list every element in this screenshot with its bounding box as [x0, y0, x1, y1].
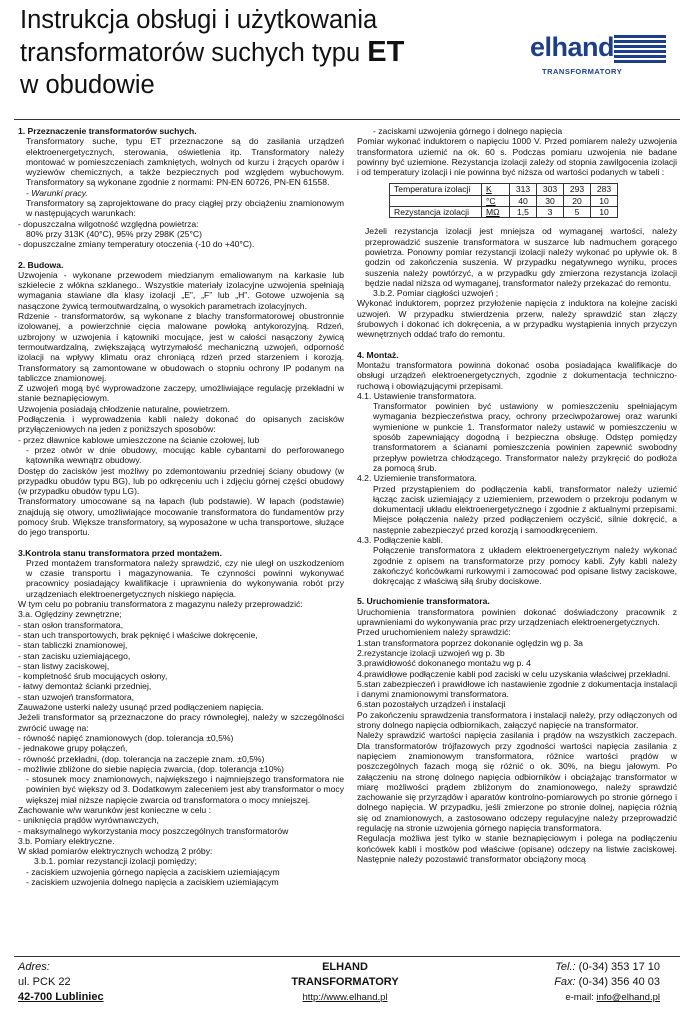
fax-line — [440, 975, 660, 990]
table-cell: 10 — [591, 195, 618, 206]
row-unit: K — [482, 184, 510, 195]
paragraph: Zachowanie w/w warunków jest konieczne w celu : — [18, 805, 211, 815]
paragraph-gap — [18, 250, 344, 260]
paragraph: 3.prawidłowość dokonanego montażu wg p. 4 — [357, 658, 531, 669]
paragraph: Pomiar wykonać induktorem o napięciu 1000 V. Przed pomiarem należy uzwojenia transformatora uziemić na ok. 60 s. Podczas pomiaru uzwojenia nie badane powinny być uziemione. Rezystancja izolacji zależy od stopnia zawilgocenia izolacji i od temperatury izolacji i nie powinna być niższa od wartości podanych w tabeli : — [357, 136, 677, 178]
address-street: ul. PCK 22 — [18, 976, 71, 988]
footer-company — [245, 960, 445, 1005]
table-cell: 313 — [510, 184, 537, 195]
paragraph-gap — [18, 538, 344, 548]
row-label: Rezystancja izolacji — [390, 207, 482, 218]
company-website-link[interactable]: http://www.elhand.pl — [302, 992, 388, 1003]
logo-subtitle: TRANSFORMATORY — [542, 67, 623, 76]
paragraph: - łatwy demontaż ścianki przedniej, — [18, 681, 152, 692]
row-unit: °C — [482, 195, 510, 206]
paragraph: - stan listwy zaciskowej, — [18, 660, 110, 671]
title-line-3: w obudowie — [20, 71, 155, 99]
table-cell: 283 — [591, 184, 618, 195]
section-heading: 3.Kontrola stanu transformatora przed montażem. — [18, 547, 222, 558]
paragraph: - dopuszczalna wilgotność względna powietrza: — [18, 218, 199, 229]
title-type-code: ET — [367, 36, 405, 68]
table-cell: 303 — [537, 184, 564, 195]
paragraph: - jednakowe grupy połączeń, — [18, 743, 128, 754]
table-cell: 293 — [564, 184, 591, 195]
paragraph: - maksymalnego wykorzystania mocy poszczególnych transformatorów — [18, 825, 289, 836]
paragraph: Uzwojenia posiadają chłodzenie naturalne, powietrzem. — [18, 403, 230, 414]
table-cell: 30 — [537, 195, 564, 206]
paragraph: Montażu transformatora powinna dokonać osoba posiadająca kwalifikacje do obsługi urządzeń elektroenergetycznych, zgodnie z dokumentacja techniczno-ruchową i obowiązującymi przepisami. — [357, 359, 677, 391]
paragraph: Transformator powinien być ustawiony w pomieszczeniu spełniającym wymagania bezpieczeństwa pracy, ochrony przeciwpożarowej oraz warunki wymienione w punkcie 1. Transformator należy ustawić w pomieszczeniu w sposób zapewniający dogodną i bezpieczna obsługę. Odstęp pomiędzy transformatorem a ścianami pomieszczenia powinien zapewnić swobodny przepływ powietrza chłodzącego. Transformator należy przykręcić do podłoża za pomocą śrub. — [373, 401, 677, 473]
section-heading: 4. Montaż. — [357, 349, 399, 360]
title-line-1: Instrukcja obsługi i użytkowania — [20, 6, 378, 34]
paragraph: Po zakończeniu sprawdzenia transformatora i instalacji należy, przy odłączonych od strony dolnego napięcia odbiornikach, załączyć napięcie na transformator. — [357, 709, 677, 731]
paragraph: - równość napięć znamionowych (dop. tolerancja ±0,5%) — [18, 732, 234, 743]
company-name: ELHAND — [322, 961, 368, 973]
paragraph: - stan zacisku uziemiającego, — [18, 650, 131, 661]
fax-label: Fax: — [554, 976, 576, 988]
paragraph: Przed przystąpieniem do podłączenia kabli, transformator należy uziemić łącząc zacisk uziemiający z uziemieniem, przewodem o przekroju podanym w dokumentacji układu elektroenergetycznego i zgodnie z aktualnymi przepisami. Miejsce połączenia należy przed podłączeniem oczyścić, silnie dokręcić, a następnie zabezpieczyć przed korozją i samoodkręceniem. — [373, 483, 677, 535]
paragraph: W skład pomiarów elektrycznych wchodzą 2 próby: — [18, 846, 213, 857]
paragraph: Jeżeli transformator są przeznaczone do pracy równoległej, należy w szczególności zwrócić uwagę na: — [18, 712, 344, 733]
right-column — [357, 126, 677, 864]
paragraph: - zaciskami uzwojenia górnego i dolnego napięcia — [373, 126, 563, 136]
paragraph: - równość przekładni, (dop. tolerancja na zaczepie znam. ±0,5%) — [18, 753, 265, 764]
address-label: Adres: — [18, 961, 50, 973]
paragraph: Regulacja możliwa jest tylko w stanie beznapięciowym i polega na podłączeniu końcówek kabli i mostków pod właściwe (opisane) odczepy na listwie zaciskowej. Następnie należy pozostawić transformator obciążony mocą — [357, 833, 677, 864]
table-row — [390, 195, 618, 206]
paragraph: Jeżeli rezystancja izolacji jest mniejsza od wymaganej wartości, należy przeprowadzić suszenie transformatora w suszarce lub nadmuchem gorącego powietrza. Ponowny pomiar rezystancji izolacji należy wykonać po upływie ok. 8 godzin od zakończenia suszenia. W przypadku negatywnego wyniku, proces suszenia należy powtórzyć, a w przypadku gdy zmierzona rezystancja izolacji będzie nadal niższa od wymaganej, transformator należy przekazać do remontu. — [365, 226, 677, 288]
right-column-top — [357, 126, 677, 177]
paragraph: 2.rezystancje izolacji uzwojeń wg p. 3b — [357, 647, 505, 658]
table-cell: 5 — [564, 207, 591, 218]
paragraph: 3.b. Pomiary elektryczne. — [18, 835, 115, 846]
document-title — [20, 4, 490, 101]
paragraph-gap — [357, 340, 677, 350]
paragraph: - możliwie zbliżone do siebie napięcia zwarcia, (dop. tolerancja ±10%) — [18, 763, 284, 774]
paragraph: 4.3. Podłączenie kabli. — [357, 534, 443, 545]
phone-line — [440, 960, 660, 975]
paragraph: Uzwojenia - wykonane przewodem miedzianym emaliowanym na karkasie lub szkielecie z włókna szklanego.. Wszystkie materiały izolacyjne uzwojenia spełniają wymagania stawiane dla klasy izolacji „E”, „F” lub „H”. Gotowe uzwojenia są nasączone żywicą termoutwardzalną, o wysokich parametrach izolacyjnych. — [18, 269, 344, 311]
paragraph: Transformatory umocowane są na łapach (lub podstawie). W łapach (podstawie) znajdują się otwory, umożliwiające mocowanie transformatora do fundamentów przy pomocy śrub. Większe transformatory, są wyposażone w ucha transportowe, służące do jego transportu. — [18, 496, 344, 538]
paragraph: 1.stan transformatora poprzez dokonanie oględzin wg p. 3a — [357, 637, 583, 648]
paragraph: - stosunek mocy znamionowych, największego i najmniejszego transformatora nie powinien być większy od 3. Dodatkowym zaleceniem jest aby transformator o mocy większej miał niższe napięcie zwarcia od transformatora o mocy mniejszej. — [26, 774, 344, 805]
paragraph: - kompletność śrub mocujących osłony, — [18, 671, 168, 682]
paragraph: Dostęp do zacisków jest możliwy po zdemontowaniu przedniej ściany obudowy (w przypadku obudów typu BG), lub po odkręceniu uch i zdjęciu górnej części obudowy (w przypadku obudów typu LG). — [18, 465, 344, 497]
row-label: Temperatura izolacji — [390, 184, 482, 195]
paragraph: - przez otwór w dnie obudowy, mocując kable cybantami do perforowanego kątownika wewnątrz obudowy. — [26, 444, 344, 466]
paragraph: 4.prawidłowe podłączenie kabli pod zaciski w celu uzyskania właściwej przekładni. — [357, 668, 671, 679]
company-subtitle: TRANSFORMATORY — [291, 976, 399, 988]
paragraph: - stan osłon transformatora, — [18, 619, 124, 630]
paragraph: Rdzenie - transformatorów, są wykonane z blachy transformatorowej obustronnie izolowanej, a powierzchnie cięcia malowane powłoką antykorozyjną. Rdzeń, uzbrojony w uzwojenia i kątowniki mocujące, jest w całości nasączony żywicą termoutwardzalną, zwiększającą wytrzymałość mechaniczną uzwojeń, odporność izolacji na wpływy klimatu oraz chroniącą rdzeń przed starzeniem i korozją. Transformatory są zamontowane w obudowach o stopniu ochrony IP podanym na tabliczce znamionowej. — [18, 311, 344, 383]
paragraph: Wykonać induktorem, poprzez przyłożenie napięcia z induktora na kolejne zaciski uzwojeń. W przypadku stwierdzenia przerw, należy sprawdzić stan złączy śrubowych i dokonać ich dokręcenia, a w przypadku wystąpienia innych przyczyn wewnętrznych oddać trafo do remontu. — [357, 298, 677, 340]
paragraph: Uruchomienia transformatora powinien dokonać doświadczony pracownik z uprawnieniami do wykonywania prac przy urządzeniach elektroenergetycznych. — [357, 606, 677, 628]
header-divider — [14, 119, 680, 120]
phone-label: Tel.: — [555, 961, 576, 973]
paragraph: - uniknięcia prądów wyrównawczych, — [18, 815, 159, 826]
email-line — [440, 990, 660, 1005]
paragraph: 3.a. Oględziny zewnętrzne; — [18, 609, 122, 620]
paragraph: 3.b.2. Pomiar ciągłości uzwojeń ; — [373, 288, 499, 299]
paragraph: Należy sprawdzić wartości napięcia zasilania i prądów na wszystkich zaczepach. Dla transformatorów trójfazowych przy zgodności wartości napięcia zasilania z napięciem znamionowym transformatora, różnice wartości prądów w poszczególnych fazach mogą się różnić o ok. 30%, na biegu jałowym. Po załączeniu na stronę dolnego napięcia odbiorników i obciążając transformator w miarę możliwości prądem zbliżonym do znamionowego, należy sprawdzić zachowanie się przyrządów i aparatów kontrolno-pomiarowych po stronie górnego i dolnego napięcia. W przypadku, jeśli zmierzone po stronie dolnej, napięcia różnią się od znamionowych, a zastosowano odczepy regulacyjne należy przeprowadzić regulację na stronie uzwojenia górnego napięcia transformatora. — [357, 730, 677, 833]
row-label — [390, 195, 482, 206]
address-city: 42-700 Lubliniec — [18, 991, 104, 1003]
fax-number: (0-34) 356 40 03 — [578, 976, 660, 988]
paragraph: Połączenie transformatora z układem elektroenergetycznym należy wykonać zgodnie z opisem na transformatorze przy pomocy kabli. Żyły kabli należy zakończyć końcówkami rurkowymi i zamocować pod opisane listwy zaciskowe, dokręcając z właściwą siłą śruby dociskowe. — [373, 545, 677, 587]
paragraph: - zaciskiem uzwojenia górnego napięcia a zaciskiem uziemiającym — [26, 866, 280, 877]
paragraph: - zaciskiem uzwojenia dolnego napięcia a zaciskiem uziemiającym — [26, 877, 279, 888]
paragraph-gap — [357, 586, 677, 596]
paragraph: 3.b.1. pomiar rezystancji izolacji pomiędzy; — [34, 856, 197, 867]
paragraph: W tym celu po pobraniu transformatora z magazynu należy przeprowadzić: — [18, 599, 303, 610]
paragraph: Z uzwojeń mogą być wyprowadzone zaczepy, umożliwiające regulację przekładni w stanie beznapięciowym. — [18, 383, 344, 404]
table-cell: 20 — [564, 195, 591, 206]
paragraph: - przez dławnice kablowe umieszczone na ścianie czołowej, lub — [18, 434, 260, 445]
email-label: e-mail: — [565, 992, 594, 1003]
table-cell: 40 — [510, 195, 537, 206]
paragraph: 80% przy 313K (40°C), 95% przy 298K (25°C) — [26, 228, 202, 239]
title-line-2 — [20, 36, 490, 69]
section-heading: 1. Przeznaczenie transformatorów suchych. — [18, 126, 197, 136]
title-line-2-text: transformatorów suchych typu — [20, 39, 368, 67]
paragraph: Przed montażem transformatora należy sprawdzić, czy nie uległ on uszkodzeniom w czasie transportu i magazynowania. Te czynności powinni wykonywać pracownicy posiadający kwalifikacje i uprawnienia do wykonywania robót przy urządzeniach elektroenergetycznych niskiego napięcia. — [26, 557, 344, 599]
section-heading: 5. Uruchomienie transformatora. — [357, 596, 490, 607]
paragraph: 6.stan pozostałych urządzeń i instalacji — [357, 699, 506, 710]
email-link[interactable]: info@elhand.pl — [596, 992, 660, 1003]
paragraph: 4.2. Uziemienie transformatora. — [357, 473, 477, 484]
footer-divider — [14, 956, 680, 957]
table-row — [390, 207, 618, 218]
paragraph: Przed uruchomieniem należy sprawdzić: — [357, 627, 511, 638]
phone-number: (0-34) 353 17 10 — [578, 961, 660, 973]
paragraph: - Warunki pracy. — [26, 187, 88, 198]
paragraph: 5.stan zabezpieczeń i prawidłowe ich nastawienie zgodnie z dokumentacja instalacji i danymi znamionowymi transformatora. — [357, 678, 677, 700]
paragraph: Transformatory są zaprojektowane do pracy ciągłej przy obciążeniu znamionowym w następujących warunkach: — [26, 198, 344, 219]
elhand-logo — [530, 34, 670, 84]
footer-address — [18, 960, 104, 1005]
paragraph: Transformatory suche, typu ET przeznaczone są do zasilania urządzeń elektroenergetycznych, sterowania, oświetlenia itp. Transformatory należy montować w pomieszczeniach zamkniętych, wolnych od kurzu i żrących oparów i wyziewów chemicznych, a także bezpiecznych pod względem wybuchowym. Transformatory są wykonane zgodnie z normami: PN-EN 60726, PN-EN 61558. — [26, 136, 344, 188]
right-column-body — [357, 226, 677, 864]
paragraph: - stan uch transportowych, brak pęknięć i właściwe dokręcenie, — [18, 629, 258, 640]
table-cell: 10 — [591, 207, 618, 218]
left-column — [18, 126, 344, 887]
paragraph: - stan uzwojeń transformatora, — [18, 691, 135, 702]
paragraph: Zauważone usterki należy usunąć przed podłączeniem napięcia. — [18, 702, 264, 713]
insulation-resistance-table — [389, 183, 618, 218]
table-row — [390, 184, 618, 195]
table-cell: 3 — [537, 207, 564, 218]
footer-contact — [440, 960, 660, 1005]
row-unit: MΩ — [482, 207, 510, 218]
paragraph: Podłączenia i wyprowadzenia kabli należy dokonać do opisanych zacisków przyłączeniowych na jeden z poniższych sposobów: — [18, 414, 344, 435]
paragraph: - stan tabliczki znamionowej, — [18, 640, 128, 651]
paragraph: - dopuszczalne zmiany temperatury otoczenia (-10 do +40°C). — [18, 239, 255, 250]
section-heading: 2. Budowa. — [18, 259, 64, 270]
logo-stripes-icon — [614, 35, 666, 64]
table-cell: 1,5 — [510, 207, 537, 218]
paragraph: 4.1. Ustawienie transformatora. — [357, 390, 477, 401]
logo-wordmark: elhand — [530, 32, 615, 62]
